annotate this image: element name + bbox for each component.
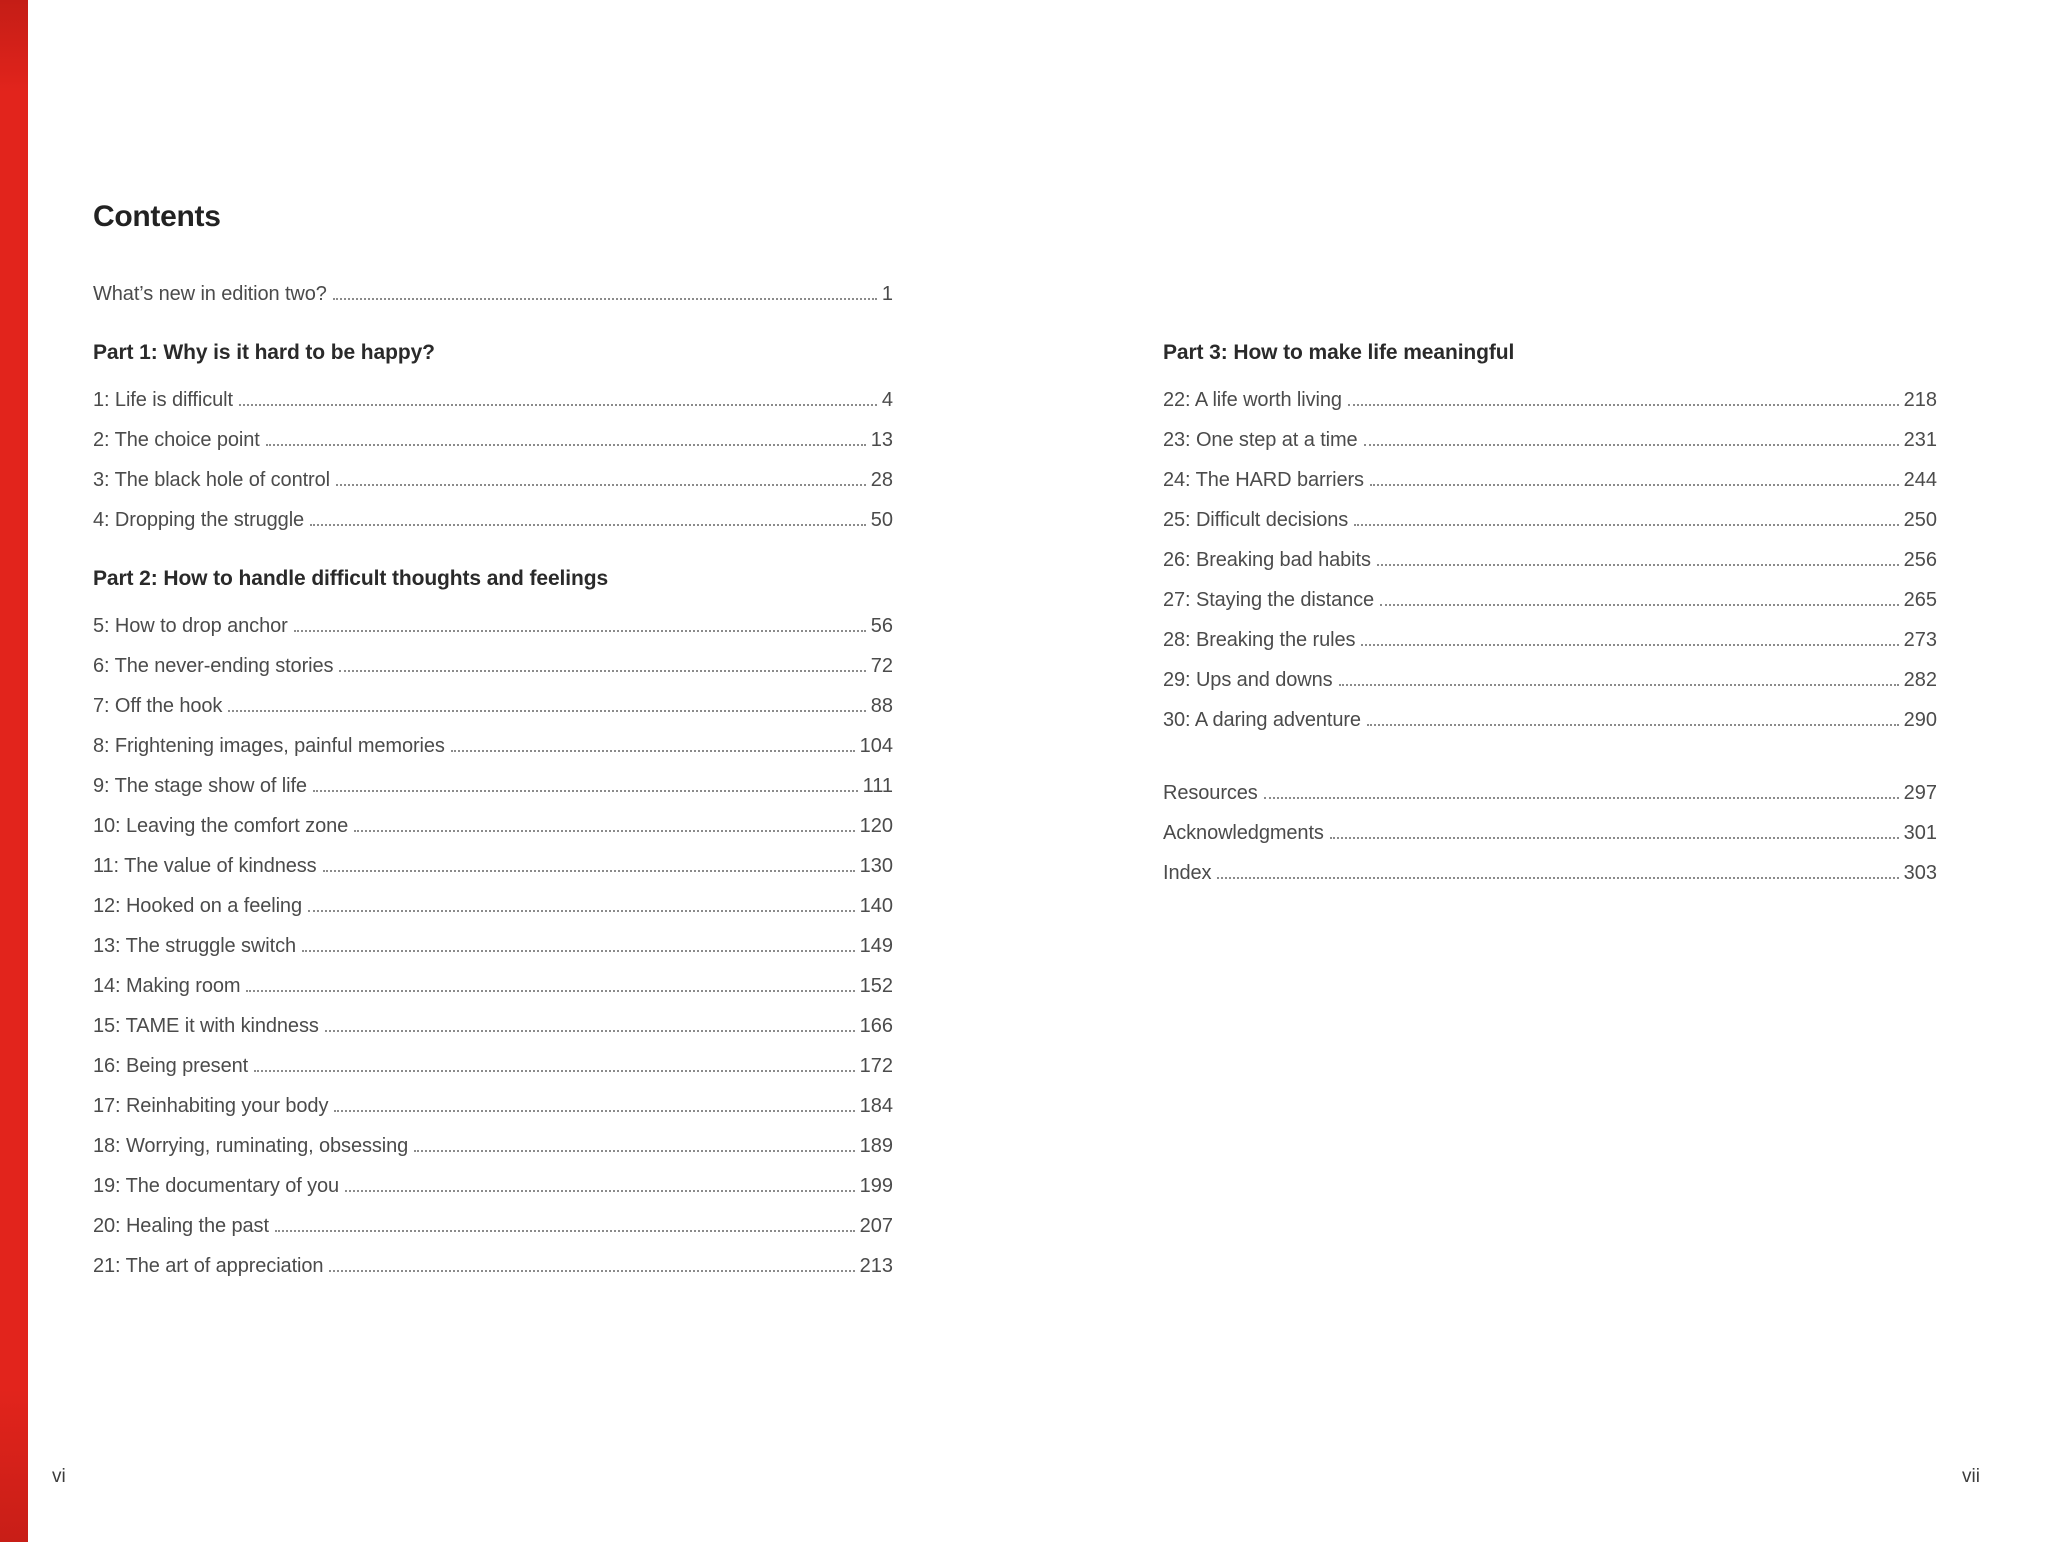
toc-entry xyxy=(1163,533,1937,573)
toc-page-number: 273 xyxy=(1903,629,1937,651)
toc-entry-label: 19: The documentary of you xyxy=(93,1175,340,1197)
toc-page-number: 189 xyxy=(859,1135,893,1157)
toc-dotted-leader xyxy=(333,298,877,300)
right-page-column xyxy=(1163,307,1937,886)
toc-page-number: 88 xyxy=(870,695,893,717)
toc-entry xyxy=(1163,806,1937,846)
toc-entry-label: 15: TAME it with kindness xyxy=(93,1015,319,1037)
toc-entry-label: 3: The black hole of control xyxy=(93,469,330,491)
toc-page-number: 72 xyxy=(870,655,893,677)
toc-dotted-leader xyxy=(414,1150,854,1152)
toc-page-number: 297 xyxy=(1903,782,1937,804)
toc-entry xyxy=(93,879,893,919)
toc-entry xyxy=(93,413,893,453)
front-matter-list xyxy=(93,267,893,307)
part-heading: Part 2: How to handle difficult thoughts and feelings xyxy=(93,567,609,590)
toc-dotted-leader xyxy=(1339,684,1899,686)
page-title: Contents xyxy=(93,200,221,233)
toc-entry xyxy=(93,679,893,719)
toc-entry-label: 18: Worrying, ruminating, obsessing xyxy=(93,1135,409,1157)
left-page-column xyxy=(93,200,893,1279)
toc-entry-label: 27: Staying the distance xyxy=(1163,589,1375,611)
toc-page-number: 213 xyxy=(859,1255,893,1277)
toc-dotted-leader xyxy=(1264,797,1899,799)
toc-entry xyxy=(1163,613,1937,653)
toc-entry xyxy=(1163,766,1937,806)
toc-section xyxy=(93,333,893,533)
toc-entry xyxy=(93,267,893,307)
toc-entry-label: 6: The never-ending stories xyxy=(93,655,334,677)
toc-dotted-leader xyxy=(334,1110,854,1112)
toc-dotted-leader xyxy=(1364,444,1899,446)
toc-dotted-leader xyxy=(1380,604,1899,606)
toc-entry xyxy=(1163,693,1937,733)
toc-dotted-leader xyxy=(266,444,866,446)
toc-page-number: 130 xyxy=(859,855,893,877)
toc-entry-label: 10: Leaving the comfort zone xyxy=(93,815,349,837)
toc-page-number: 166 xyxy=(859,1015,893,1037)
toc-dotted-leader xyxy=(1370,484,1899,486)
entries-list xyxy=(93,373,893,533)
toc-entry xyxy=(93,373,893,413)
toc-entry-label: 5: How to drop anchor xyxy=(93,615,288,637)
toc-entry xyxy=(1163,373,1937,413)
toc-page-number: 28 xyxy=(870,469,893,491)
toc-entry xyxy=(1163,413,1937,453)
toc-section xyxy=(93,559,893,1279)
toc-dotted-leader xyxy=(451,750,855,752)
toc-entry-label: 30: A daring adventure xyxy=(1163,709,1361,731)
toc-dotted-leader xyxy=(308,910,855,912)
toc-entry-label: What’s new in edition two? xyxy=(93,283,327,305)
toc-entry xyxy=(93,839,893,879)
toc-entry-label: 17: Reinhabiting your body xyxy=(93,1095,329,1117)
back-matter-list xyxy=(1163,766,1937,886)
toc-entry xyxy=(1163,573,1937,613)
toc-dotted-leader xyxy=(336,484,866,486)
toc-page-number: 120 xyxy=(859,815,893,837)
toc-page-number: 140 xyxy=(859,895,893,917)
toc-entry xyxy=(93,1199,893,1239)
toc-dotted-leader xyxy=(275,1230,855,1232)
toc-page-number: 265 xyxy=(1903,589,1937,611)
toc-entry xyxy=(93,1159,893,1199)
toc-entry-label: 9: The stage show of life xyxy=(93,775,307,797)
toc-entry-label: 25: Difficult decisions xyxy=(1163,509,1349,531)
entries-list xyxy=(93,599,893,1279)
toc-page-number: 4 xyxy=(881,389,893,411)
folio-left: vi xyxy=(52,1466,66,1487)
toc-dotted-leader xyxy=(313,790,858,792)
toc-dotted-leader xyxy=(354,830,854,832)
toc-page-number: 218 xyxy=(1903,389,1937,411)
toc-entry xyxy=(93,599,893,639)
toc-entry xyxy=(1163,453,1937,493)
toc-dotted-leader xyxy=(254,1070,855,1072)
toc-entry-label: 8: Frightening images, painful memories xyxy=(93,735,445,757)
toc-entry xyxy=(93,919,893,959)
toc-dotted-leader xyxy=(323,870,855,872)
toc-dotted-leader xyxy=(1361,644,1898,646)
toc-page-number: 104 xyxy=(859,735,893,757)
toc-dotted-leader xyxy=(239,404,877,406)
toc-entry-label: 22: A life worth living xyxy=(1163,389,1342,411)
toc-page-number: 50 xyxy=(870,509,893,531)
toc-entry xyxy=(93,759,893,799)
toc-entry xyxy=(93,959,893,999)
book-edge-strip xyxy=(0,0,28,1542)
toc-page-number: 250 xyxy=(1903,509,1937,531)
toc-dotted-leader xyxy=(1367,724,1899,726)
toc-entry-label: 20: Healing the past xyxy=(93,1215,269,1237)
toc-page-number: 244 xyxy=(1903,469,1937,491)
toc-page-number: 290 xyxy=(1903,709,1937,731)
toc-page-number: 199 xyxy=(859,1175,893,1197)
toc-page-number: 172 xyxy=(859,1055,893,1077)
toc-page-number: 56 xyxy=(870,615,893,637)
toc-entry xyxy=(93,1119,893,1159)
toc-dotted-leader xyxy=(1330,837,1899,839)
toc-entry xyxy=(93,1079,893,1119)
toc-dotted-leader xyxy=(228,710,865,712)
toc-entry-label: 14: Making room xyxy=(93,975,241,997)
toc-page-number: 152 xyxy=(859,975,893,997)
toc-page-number: 111 xyxy=(862,775,893,797)
toc-dotted-leader xyxy=(246,990,854,992)
toc-dotted-leader xyxy=(329,1270,854,1272)
toc-page-number: 303 xyxy=(1903,862,1937,884)
toc-entry xyxy=(93,999,893,1039)
toc-page-number: 149 xyxy=(859,935,893,957)
toc-entry xyxy=(93,719,893,759)
toc-page-number: 207 xyxy=(859,1215,893,1237)
toc-dotted-leader xyxy=(294,630,866,632)
toc-dotted-leader xyxy=(1377,564,1899,566)
toc-dotted-leader xyxy=(1348,404,1899,406)
toc-entry xyxy=(93,1239,893,1279)
toc-page-number: 301 xyxy=(1903,822,1937,844)
toc-section xyxy=(1163,333,1937,733)
toc-entry-label: 13: The struggle switch xyxy=(93,935,296,957)
toc-entry-label: 11: The value of kindness xyxy=(93,855,317,877)
toc-entry-label: Acknowledgments xyxy=(1163,822,1324,844)
toc-entry-label: 24: The HARD barriers xyxy=(1163,469,1364,491)
part-heading: Part 3: How to make life meaningful xyxy=(1163,341,1515,364)
folio-right: vii xyxy=(1962,1466,1980,1487)
toc-entry-label: 7: Off the hook xyxy=(93,695,223,717)
toc-entry-label: 29: Ups and downs xyxy=(1163,669,1333,691)
toc-dotted-leader xyxy=(1217,877,1898,879)
left-sections-list xyxy=(93,333,893,1279)
toc-page-number: 184 xyxy=(859,1095,893,1117)
toc-page-number: 282 xyxy=(1903,669,1937,691)
toc-entry-label: 26: Breaking bad habits xyxy=(1163,549,1371,571)
entries-list xyxy=(1163,373,1937,733)
toc-entry-label: Index xyxy=(1163,862,1212,884)
toc-entry-label: 2: The choice point xyxy=(93,429,260,451)
toc-page-number: 1 xyxy=(881,283,893,305)
toc-entry xyxy=(93,639,893,679)
toc-entry-label: 12: Hooked on a feeling xyxy=(93,895,302,917)
right-sections-list xyxy=(1163,333,1937,733)
toc-entry-label: 23: One step at a time xyxy=(1163,429,1358,451)
toc-entry-label: 21: The art of appreciation xyxy=(93,1255,324,1277)
toc-page-number: 13 xyxy=(870,429,893,451)
toc-page-number: 256 xyxy=(1903,549,1937,571)
toc-entry-label: Resources xyxy=(1163,782,1258,804)
toc-entry xyxy=(1163,653,1937,693)
toc-entry xyxy=(93,1039,893,1079)
toc-dotted-leader xyxy=(345,1190,855,1192)
toc-entry xyxy=(1163,846,1937,886)
toc-entry xyxy=(1163,493,1937,533)
toc-entry-label: 16: Being present xyxy=(93,1055,249,1077)
toc-dotted-leader xyxy=(1354,524,1898,526)
toc-page-number: 231 xyxy=(1903,429,1937,451)
toc-entry-label: 1: Life is difficult xyxy=(93,389,233,411)
toc-dotted-leader xyxy=(302,950,855,952)
part-heading: Part 1: Why is it hard to be happy? xyxy=(93,341,435,364)
toc-entry-label: 4: Dropping the struggle xyxy=(93,509,305,531)
toc-dotted-leader xyxy=(325,1030,855,1032)
toc-entry xyxy=(93,799,893,839)
toc-dotted-leader xyxy=(310,524,866,526)
toc-entry-label: 28: Breaking the rules xyxy=(1163,629,1356,651)
toc-dotted-leader xyxy=(339,670,865,672)
toc-entry xyxy=(93,453,893,493)
toc-entry xyxy=(93,493,893,533)
